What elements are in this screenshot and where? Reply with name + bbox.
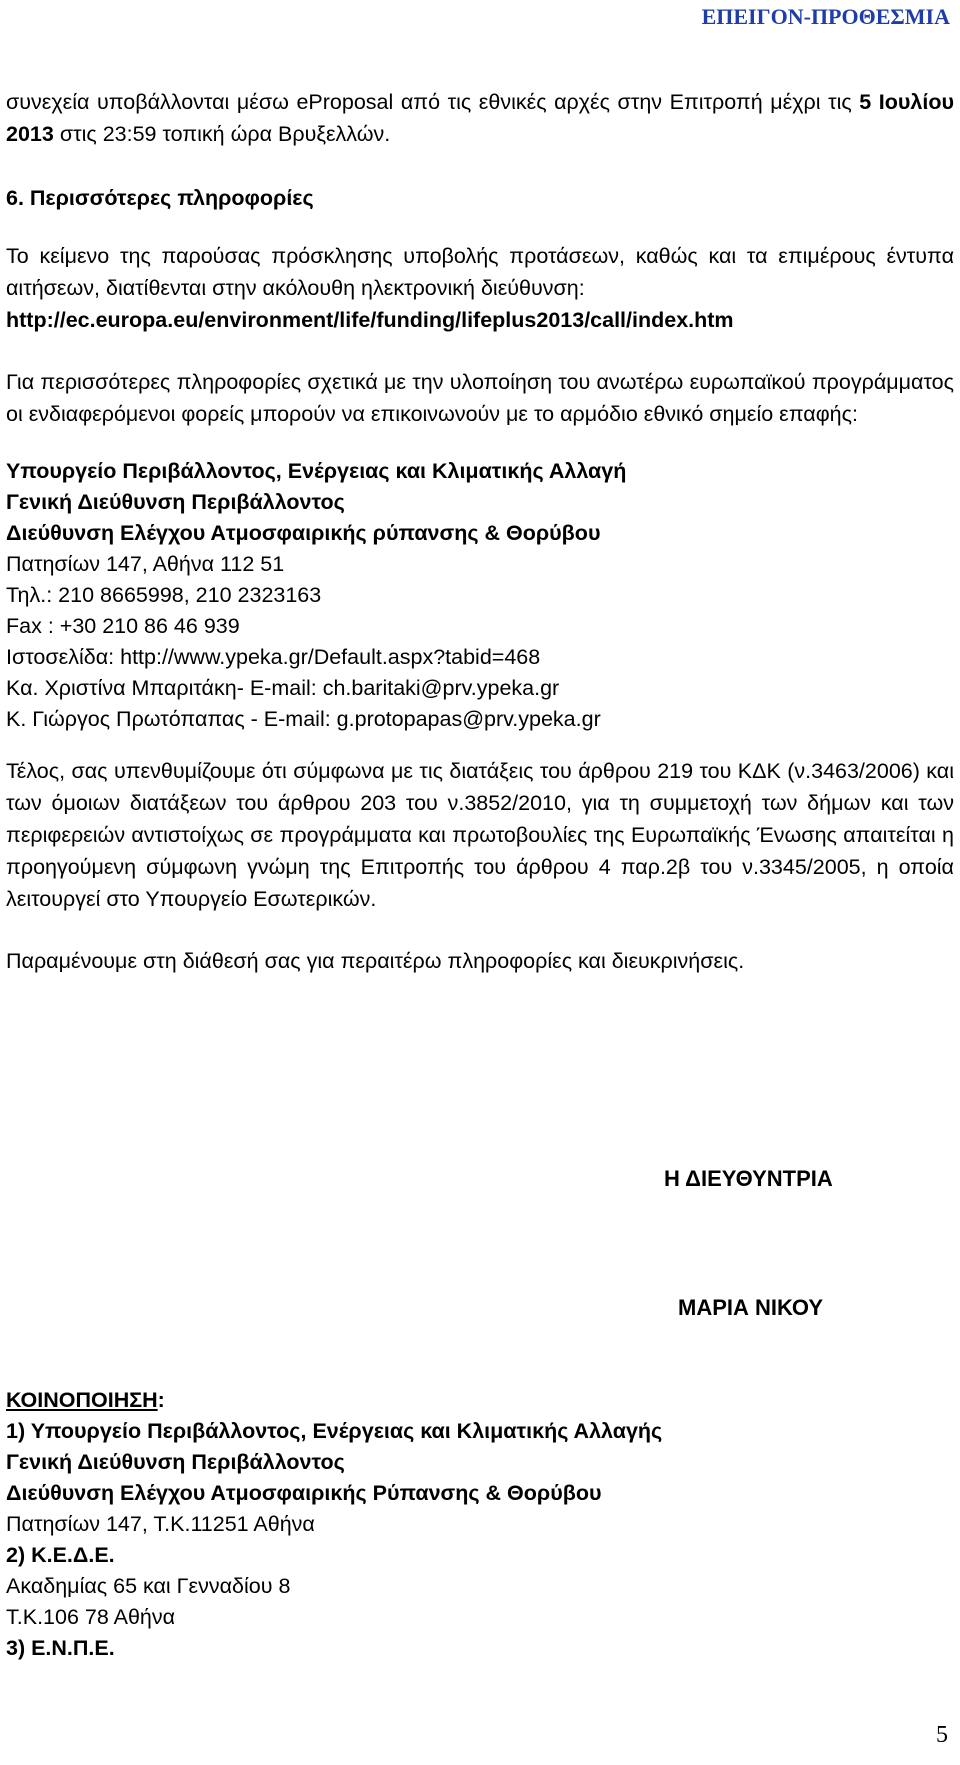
distribution-list	[6, 1385, 662, 1664]
recipient-3-title: 3) Ε.Ν.Π.Ε.	[6, 1636, 115, 1660]
contact-person-2[interactable]: Κ. Γιώργος Πρωτόπαπας - E-mail: g.protopapas@prv.ypeka.gr	[6, 707, 601, 731]
contact-website[interactable]: Ιστοσελίδα: http://www.ypeka.gr/Default.aspx?tabid=468	[6, 645, 541, 669]
deadline-date: 5 Ιουλίου 2013	[6, 90, 954, 146]
section-heading: 6. Περισσότερες πληροφορίες	[6, 186, 314, 210]
closing-paragraph: Παραμένουμε στη διάθεσή σας για περαιτέρω πληροφορίες και διευκρινήσεις.	[6, 949, 745, 973]
intro-text-post: στις 23:59 τοπική ώρα Βρυξελλών.	[53, 122, 391, 146]
contact-directorate-general: Γενική Διεύθυνση Περιβάλλοντος	[6, 490, 345, 514]
intro-text-pre: συνεχεία υποβάλλονται μέσω eProposal από τις εθνικές αρχές στην Επιτροπή μέχρι τις	[6, 90, 860, 114]
recipient-1-line-2: Γενική Διεύθυνση Περιβάλλοντος	[6, 1450, 345, 1474]
contact-person-1[interactable]: Κα. Χριστίνα Μπαριτάκη- E-mail: ch.baritaki@prv.ypeka.gr	[6, 676, 560, 700]
recipient-2-postcode: Τ.Κ.106 78 Αθήνα	[6, 1605, 176, 1629]
contact-address: Πατησίων 147, Αθήνα 112 51	[6, 552, 285, 576]
signature-name: ΜΑΡΙΑ ΝΙΚΟΥ	[678, 1295, 824, 1320]
signature-role: Η ΔΙΕΥΘΥΝΤΡΙΑ	[664, 1166, 833, 1191]
distribution-heading-colon: :	[157, 1388, 165, 1412]
page-number: 5	[936, 1722, 948, 1748]
recipient-2-title: 2) Κ.Ε.Δ.Ε.	[6, 1543, 115, 1567]
document-body	[6, 86, 954, 977]
legal-paragraph: Τέλος, σας υπενθυμίζουμε ότι σύμφωνα με τις διατάξεις του άρθρου 219 του ΚΔΚ (ν.3463/2006) και των όμοιων διατάξεων του άρθρου 203 του ν.3852/2010, για τη συμμετοχή των δήμων και των περιφερειών αντιστοίχως σε προγράμματα και πρωτοβουλίες της Ευρωπαϊκής Ένωσης απαιτείται η προηγούμενη σύμφωνη γνώμη της Επιτροπής του άρθρου 4 παρ.2β του ν.3345/2005, η οποία λειτουργεί στο Υπουργείο Εσωτερικών.	[6, 759, 954, 911]
distribution-heading	[6, 1385, 662, 1416]
contact-ministry: Υπουργείο Περιβάλλοντος, Ενέργειας και Κλιματικής Αλλαγή	[6, 459, 627, 483]
distribution-heading-text: ΚΟΙΝΟΠΟΙΗΣΗ	[6, 1388, 158, 1412]
call-url-link[interactable]: http://ec.europa.eu/environment/life/funding/lifeplus2013/call/index.htm	[6, 308, 734, 332]
contact-phone: Τηλ.: 210 8665998, 210 2323163	[6, 583, 322, 607]
contact-directorate: Διεύθυνση Ελέγχου Ατμοσφαιρικής ρύπανσης & Θορύβου	[6, 521, 601, 545]
intro-paragraph	[6, 86, 954, 150]
contact-block	[6, 456, 954, 735]
urgent-deadline-header: ΕΠΕΙΓΟΝ-ΠΡΟΘΕΣΜΙΑ	[701, 4, 950, 29]
recipient-1-line-3: Διεύθυνση Ελέγχου Ατμοσφαιρικής Ρύπανσης & Θορύβου	[6, 1481, 602, 1505]
recipient-1-address: Πατησίων 147, Τ.Κ.11251 Αθήνα	[6, 1512, 315, 1536]
contact-fax: Fax : +30 210 86 46 939	[6, 614, 240, 638]
recipient-2-address: Ακαδημίας 65 και Γενναδίου 8	[6, 1574, 291, 1598]
recipient-1-title: 1) Υπουργείο Περιβάλλοντος, Ενέργειας και Κλιματικής Αλλαγής	[6, 1419, 663, 1443]
call-text-paragraph: Το κείμενο της παρούσας πρόσκλησης υποβολής προτάσεων, καθώς και τα επιμέρους έντυπα αιτήσεων, διατίθενται στην ακόλουθη ηλεκτρονική διεύθυνση:	[6, 244, 954, 300]
contact-paragraph: Για περισσότερες πληροφορίες σχετικά με την υλοποίηση του ανωτέρω ευρωπαϊκού προγράμματος οι ενδιαφερόμενοι φορείς μπορούν να επικοινωνούν με το αρμόδιο εθνικό σημείο επαφής:	[6, 370, 954, 426]
